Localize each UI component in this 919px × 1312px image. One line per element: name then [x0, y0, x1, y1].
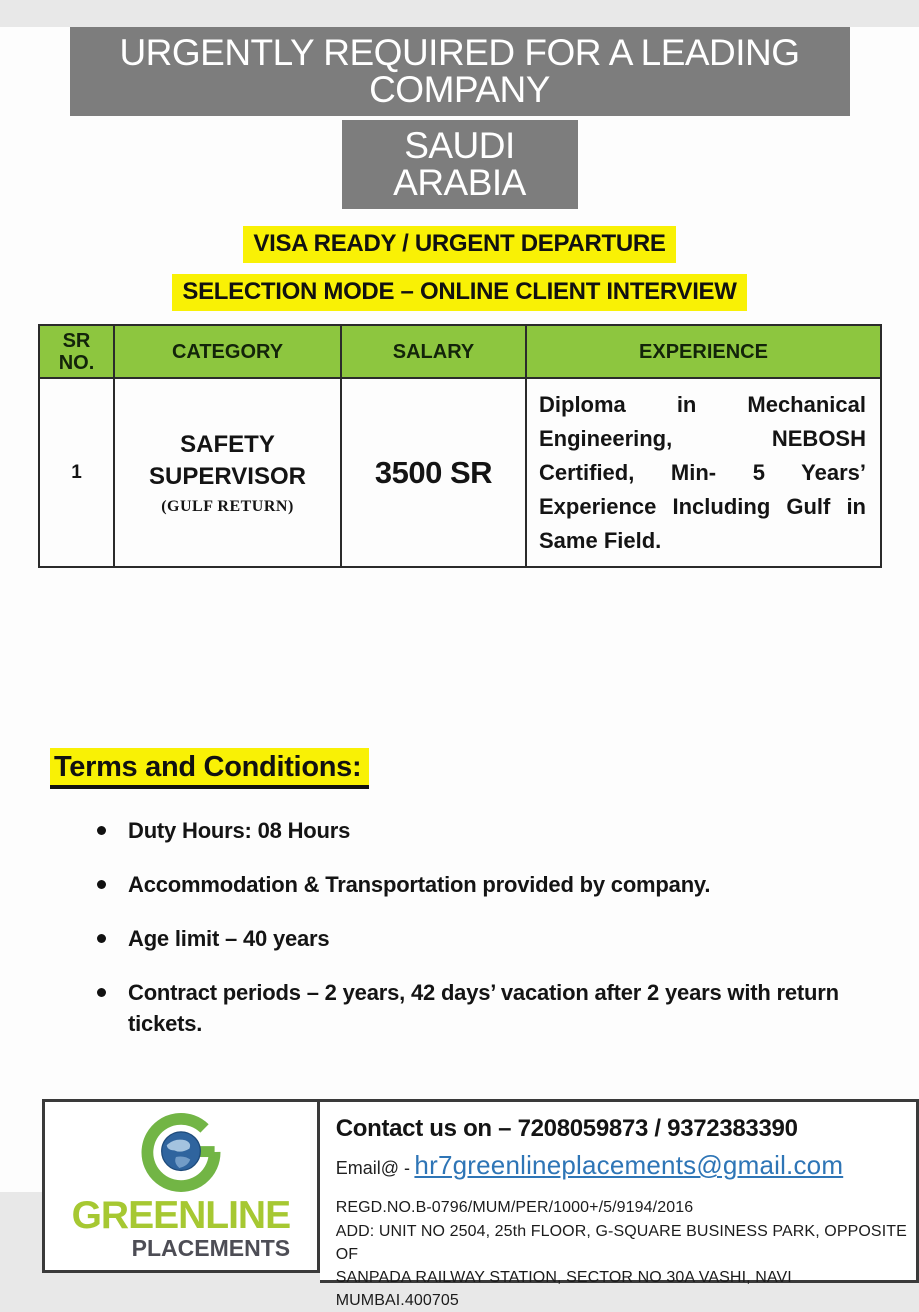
table-header-experience: EXPERIENCE — [526, 325, 881, 378]
country-banner — [342, 120, 578, 209]
address-line: SANPADA RAILWAY STATION, SECTOR NO 30A VASHI, NAVI MUMBAI.400705 — [335, 1269, 792, 1309]
bullet-icon — [97, 988, 106, 997]
terms-heading: Terms and Conditions: — [50, 748, 369, 789]
bullet-icon — [97, 880, 106, 889]
bullet-icon — [97, 934, 106, 943]
selection-mode-highlight: SELECTION MODE – ONLINE CLIENT INTERVIEW — [172, 274, 746, 311]
globe-in-green-ring-icon — [139, 1110, 223, 1194]
main-title-banner — [70, 27, 850, 116]
list-item — [50, 977, 840, 1039]
job-advert-page — [0, 27, 919, 1309]
registration-number: REGD.NO.B-0796/MUM/PER/1000+/5/9194/2016 — [335, 1199, 694, 1216]
table-header-category: CATEGORY — [114, 325, 341, 378]
terms-section — [50, 748, 919, 1039]
list-item — [50, 923, 840, 954]
agency-brand-name: GREENLINE — [71, 1194, 291, 1238]
cell-experience: Diploma in Mechanical Engineering, NEBOSH Certified, Min- 5 Years’ Experience Including Gulf in Same Field. — [526, 378, 881, 567]
agency-logo-box — [42, 1099, 320, 1273]
cell-sr-no: 1 — [39, 378, 114, 567]
term-text: Duty Hours: 08 Hours — [128, 818, 351, 843]
cell-category — [114, 378, 341, 567]
address-line: ADD: UNIT NO 2504, 25th FLOOR, G-SQUARE BUSINESS PARK, OPPOSITE OF — [335, 1223, 907, 1263]
cell-salary: 3500 SR — [341, 378, 526, 567]
agency-contact-box — [320, 1099, 919, 1309]
table-header-row — [39, 325, 881, 378]
visa-ready-line — [0, 226, 919, 263]
email-label: Email@ - — [335, 1158, 410, 1178]
list-item — [50, 815, 840, 846]
contact-email-line — [336, 1150, 916, 1181]
list-item — [50, 869, 840, 900]
table-header-salary: SALARY — [341, 325, 526, 378]
category-note: (GULF RETURN) — [161, 497, 294, 515]
term-text: Contract periods – 2 years, 42 days’ vacation after 2 years with return tickets. — [128, 980, 839, 1036]
main-title: URGENTLY REQUIRED FOR A LEADING COMPANY — [119, 32, 800, 110]
terms-list — [50, 815, 840, 1039]
terms-heading-line — [50, 748, 919, 789]
agency-brand-subtitle: PLACEMENTS — [131, 1235, 291, 1262]
selection-mode-line — [0, 274, 919, 311]
country-title: SAUDI ARABIA — [393, 125, 526, 203]
table-header-sr-no: SR NO. — [39, 325, 114, 378]
term-text: Accommodation & Transportation provided by company. — [128, 872, 711, 897]
visa-ready-highlight: VISA READY / URGENT DEPARTURE — [243, 226, 675, 263]
category-title: SAFETY SUPERVISOR — [149, 431, 306, 490]
term-text: Age limit – 40 years — [128, 926, 330, 951]
table-row — [39, 378, 881, 567]
bullet-icon — [97, 826, 106, 835]
contact-phone-line: Contact us on – 7208059873 / 9372383390 — [335, 1115, 798, 1142]
agency-logo-text — [72, 1196, 291, 1261]
email-link[interactable]: hr7greenlineplacements@gmail.com — [414, 1150, 844, 1180]
agency-footer — [42, 1099, 919, 1309]
vacancy-table — [38, 324, 882, 568]
